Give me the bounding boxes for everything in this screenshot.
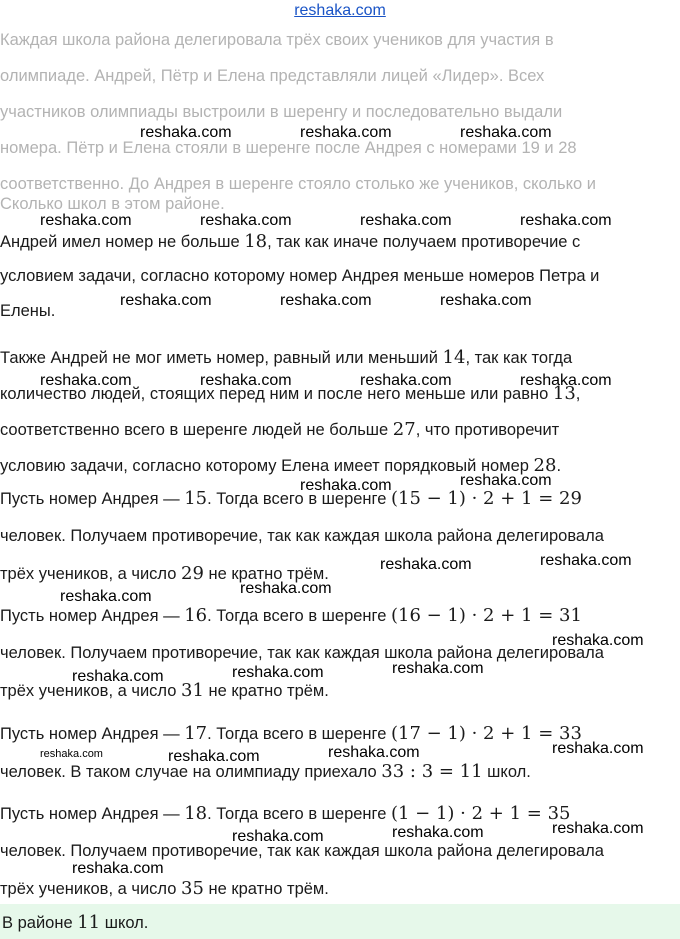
watermark: reshaka.com [520, 372, 612, 389]
watermark: reshaka.com [460, 472, 552, 489]
watermark: reshaka.com [40, 372, 132, 389]
watermark: reshaka.com [40, 212, 132, 229]
text: Пусть номер Андрея — [0, 607, 185, 625]
watermark: reshaka.com [240, 580, 332, 597]
solution-line [0, 488, 582, 509]
math: (16 − 1) · 2 + 1 = 31 [390, 605, 582, 626]
text: . Тогда всего в шеренге [207, 805, 391, 823]
math: 14 [442, 347, 466, 368]
text: не кратно трём. [203, 565, 329, 583]
math: (17 − 1) · 2 + 1 = 33 [390, 723, 582, 744]
math: (15 − 1) · 2 + 1 = 29 [390, 488, 582, 509]
problem-line: участников олимпиады выстроили в шеренгу и последовательно выдали [0, 103, 563, 121]
text: условию задачи, согласно которому Елена имеет порядковый номер [0, 457, 534, 475]
math: 13 [552, 383, 576, 404]
solution-line [0, 680, 329, 701]
watermark: reshaka.com [540, 552, 632, 569]
text: школ. [100, 914, 149, 932]
watermark: reshaka.com [280, 292, 372, 309]
watermark: reshaka.com [380, 556, 472, 573]
text: человек. Получаем противоречие, так как каждая школа района делегировала [0, 842, 604, 860]
solution-line [0, 644, 604, 663]
watermark: reshaka.com [200, 372, 292, 389]
problem-line: соответственно. До Андрея в шеренге стояло столько же учеников, сколько и [0, 175, 596, 193]
math: 33 : 3 = 11 [381, 761, 483, 782]
text: Пусть номер Андрея — [0, 725, 185, 743]
text: человек. Получаем противоречие, так как каждая школа района делегировала [0, 527, 604, 545]
watermark: reshaka.com [72, 860, 164, 877]
solution-line [0, 231, 580, 252]
site-link[interactable]: reshaka.com [294, 2, 386, 19]
watermark: reshaka.com [552, 740, 644, 757]
text: Также Андрей не мог иметь номер, равный или меньший [0, 349, 443, 367]
text: , что противоречит [415, 421, 560, 439]
solution-line [0, 419, 559, 440]
math: 18 [244, 231, 268, 252]
watermark: reshaka.com [60, 588, 152, 605]
text: В районе [2, 914, 78, 932]
text: Андрей имел номер не больше [0, 233, 245, 251]
solution-line [0, 605, 582, 626]
math: 16 [184, 605, 208, 626]
text: условием задачи, согласно которому номер Андрея меньше номеров Петра и [0, 267, 600, 285]
watermark: reshaka.com [460, 124, 552, 141]
problem-line: олимпиаде. Андрей, Пётр и Елена представляли лицей «Лидер». Всех [0, 67, 545, 85]
text: Елены. [0, 302, 56, 320]
watermark: reshaka.com [232, 828, 324, 845]
watermark: reshaka.com [200, 212, 292, 229]
math: (1 − 1) · 2 + 1 = 35 [390, 803, 571, 824]
solution-line [0, 878, 329, 899]
watermark: reshaka.com [392, 660, 484, 677]
watermark: reshaka.com [232, 664, 324, 681]
math: 29 [181, 563, 204, 584]
math: 15 [184, 488, 208, 509]
problem-line: номера. Пётр и Елена стояли в шеренге после Андрея с номерами 19 и 28 [0, 139, 577, 157]
watermark: reshaka.com [300, 477, 392, 494]
watermark: reshaka.com [360, 212, 452, 229]
text: соответственно всего в шеренге людей не больше [0, 421, 393, 439]
text: , [575, 385, 581, 403]
solution-line [0, 302, 55, 321]
watermark: reshaka.com [300, 124, 392, 141]
watermark: reshaka.com [328, 744, 420, 761]
text: трёх учеников, а число [0, 565, 182, 583]
watermark: reshaka.com [552, 820, 644, 837]
watermark: reshaka.com [552, 632, 644, 649]
text: человек. Получаем противоречие, так как каждая школа района делегировала [0, 644, 604, 662]
problem-line: Сколько школ в этом районе. [0, 195, 225, 213]
math: 35 [181, 878, 204, 899]
text: . Тогда всего в шеренге [207, 725, 391, 743]
math: 11 [77, 912, 101, 933]
text: Пусть номер Андрея — [0, 490, 185, 508]
solution-line [0, 347, 572, 368]
text: трёх учеников, а число [0, 682, 182, 700]
math: 31 [181, 680, 204, 701]
math: 17 [184, 723, 208, 744]
solution-line [0, 723, 582, 744]
text: . Тогда всего в шеренге [207, 607, 391, 625]
math: 27 [392, 419, 416, 440]
text: трёх учеников, а число [0, 880, 182, 898]
watermark: reshaka.com [392, 824, 484, 841]
text: не кратно трём. [203, 682, 329, 700]
watermark: reshaka.com [120, 292, 212, 309]
math: 18 [184, 803, 208, 824]
text: , так как иначе получаем противоречие с [267, 233, 581, 251]
text: школ. [482, 763, 531, 781]
text: Пусть номер Андрея — [0, 805, 185, 823]
text: . [556, 457, 562, 475]
text: не кратно трём. [203, 880, 329, 898]
watermark: reshaka.com [440, 292, 532, 309]
text: человек. В таком случае на олимпиаду приехало [0, 763, 382, 781]
problem-line: Каждая школа района делегировала трёх своих учеников для участия в [0, 31, 554, 49]
text: , так как тогда [465, 349, 573, 367]
answer-text [2, 912, 148, 933]
watermark: reshaka.com [40, 748, 103, 760]
text: . Тогда всего в шеренге [207, 490, 391, 508]
solution-line [0, 527, 604, 546]
solution-line [0, 761, 531, 782]
text: количество людей, стоящих перед ним и после него меньше или равно [0, 385, 553, 403]
watermark: reshaka.com [520, 212, 612, 229]
watermark: reshaka.com [72, 668, 164, 685]
solution-line [0, 803, 570, 824]
solution-line [0, 267, 599, 286]
math: 28 [533, 455, 557, 476]
watermark: reshaka.com [140, 124, 232, 141]
watermark: reshaka.com [168, 748, 260, 765]
watermark: reshaka.com [360, 372, 452, 389]
